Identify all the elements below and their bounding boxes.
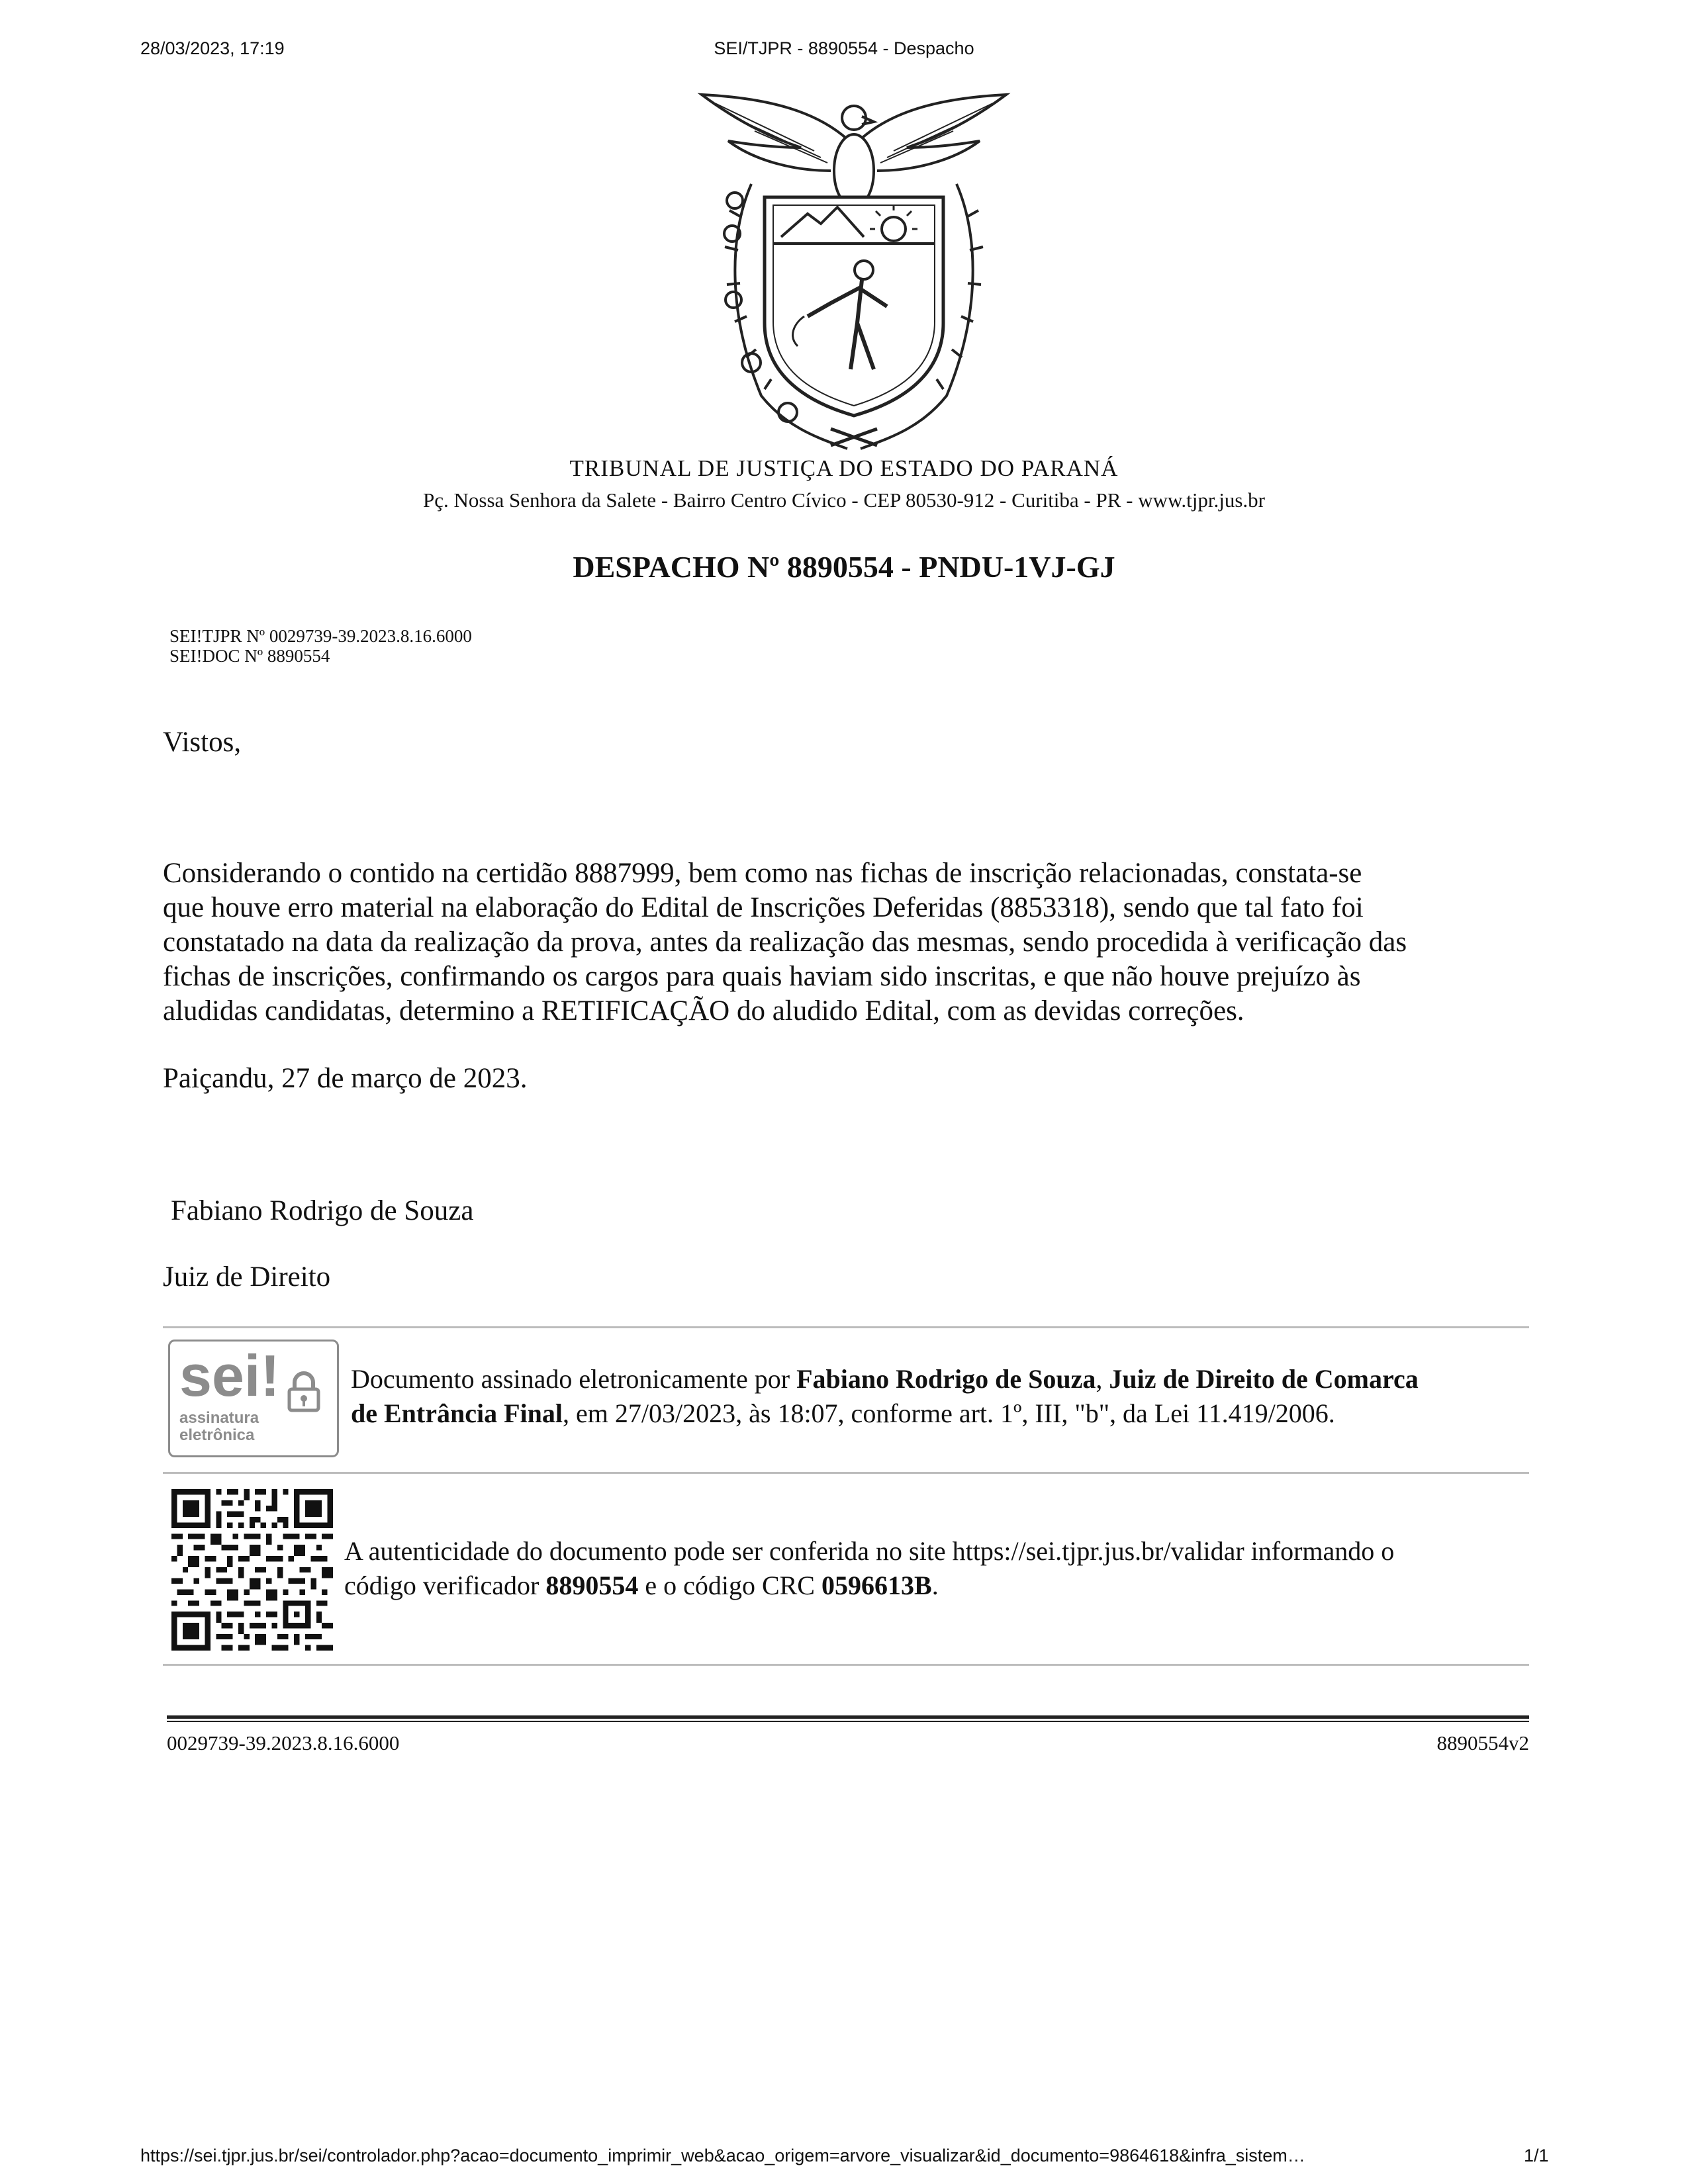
print-datetime: 28/03/2023, 17:19 (140, 38, 285, 58)
document-title: DESPACHO Nº 8890554 - PNDU-1VJ-GJ (573, 550, 1115, 584)
footer-rule (167, 1721, 1529, 1722)
sei-signature-logo (168, 1340, 339, 1457)
divider (163, 1664, 1529, 1666)
qr-code (171, 1489, 334, 1651)
signature-signer-role: Juiz de Direito de Comarca (1109, 1364, 1419, 1394)
footer-rule (167, 1715, 1529, 1719)
body-line: que houve erro material na elaboração do Edital de Inscrições Deferidas (8853318), sendo que tal fato foi (163, 892, 1364, 923)
print-url: https://sei.tjpr.jus.br/sei/controlador.php?acao=documento_imprimir_web&acao_origem=arvore_visualizar&id_documento=9864618&infra_sistem… (140, 2146, 1305, 2165)
process-reference: SEI!TJPR Nº 0029739-39.2023.8.16.6000 (169, 626, 472, 646)
body-line: aludidas candidatas, determino a RETIFICAÇÃO do aludido Edital, com as devidas correções. (163, 995, 1244, 1026)
crc-code: 0596613B (821, 1570, 932, 1600)
signature-signer-name: Fabiano Rodrigo de Souza (796, 1364, 1096, 1394)
greeting: Vistos, (163, 727, 242, 758)
place-date: Paiçandu, 27 de março de 2023. (163, 1063, 528, 1094)
parana-coat-of-arms-emblem (688, 85, 1019, 452)
body-line: constatado na data da realização da prova, antes da realização das mesmas, sendo procedida à verificação das (163, 927, 1407, 958)
footer-process-number: 0029739-39.2023.8.16.6000 (167, 1731, 400, 1754)
body-paragraph (163, 856, 1407, 1028)
sei-logo-sub1: assinatura (179, 1409, 259, 1427)
verification-statement: A autenticidade do documento pode ser conferida no site https://sei.tjpr.jus.br/validar informando o código verificador 8890554 e o código CRC 0596613B. (344, 1536, 1395, 1600)
print-page-title: SEI/TJPR - 8890554 - Despacho (714, 38, 974, 58)
body-line: fichas de inscrições, confirmando os cargos para quais haviam sido inscritas, e que não houve prejuízo às (163, 961, 1361, 992)
sei-logo-sub2: eletrônica (179, 1426, 255, 1444)
verification-code: 8890554 (545, 1570, 639, 1600)
body-line: Considerando o contido na certidão 8887999, bem como nas fichas de inscrição relacionadas, constata-se (163, 858, 1362, 889)
institution-name: TRIBUNAL DE JUSTIÇA DO ESTADO DO PARANÁ (569, 455, 1119, 481)
print-page-count: 1/1 (1524, 2146, 1549, 2165)
institution-address: Pç. Nossa Senhora da Salete - Bairro Centro Cívico - CEP 80530-912 - Curitiba - PR - www.tjpr.jus.br (423, 488, 1265, 512)
document-reference: SEI!DOC Nº 8890554 (169, 646, 330, 666)
footer-doc-version: 8890554v2 (1436, 1731, 1529, 1754)
signer-name: Fabiano Rodrigo de Souza (171, 1195, 474, 1226)
sei-logo-text: sei! (179, 1343, 280, 1408)
padlock-icon (287, 1371, 321, 1413)
divider (163, 1472, 1529, 1474)
signer-role: Juiz de Direito (163, 1261, 331, 1293)
signature-statement: Documento assinado eletronicamente por Fabiano Rodrigo de Souza, Juiz de Direito de Comarca de Entrância Final, em 27/03/2023, às 18:07, conforme art. 1º, III, "b", da Lei 11.419/2006. (351, 1364, 1419, 1428)
divider (163, 1326, 1529, 1328)
